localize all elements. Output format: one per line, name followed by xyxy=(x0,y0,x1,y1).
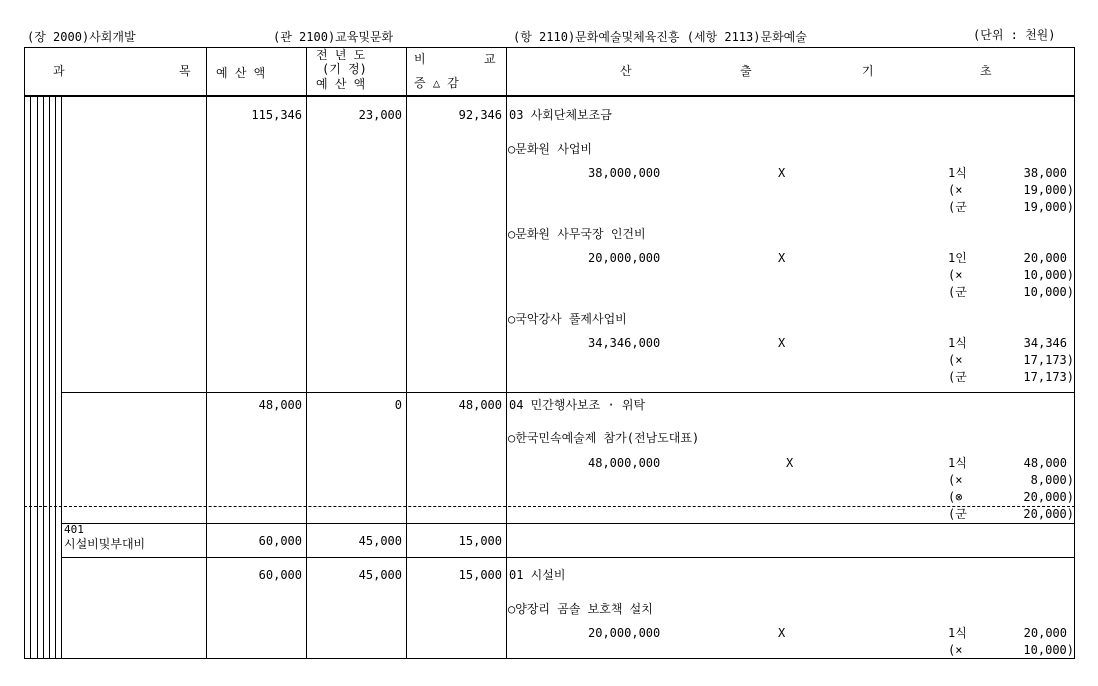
calc-value: 17,173) xyxy=(1023,353,1074,367)
section-title: 04 민간행사보조 · 위탁 xyxy=(509,398,646,412)
calc-value: 38,000 xyxy=(1023,166,1067,180)
calc-key: (군 xyxy=(948,507,967,521)
header-prev-line3: 예 산 액 xyxy=(316,77,366,91)
calc-value: 48,000 xyxy=(1023,456,1067,470)
item-amount: 20,000,000 xyxy=(588,626,661,640)
item-name: ○양장리 곰솔 보호책 설치 xyxy=(508,602,653,616)
calc-key: (군 xyxy=(948,200,967,214)
section-title: 03 사회단체보조금 xyxy=(509,108,612,122)
calc-value: 20,000) xyxy=(1023,490,1074,504)
header-compare-left: 비 xyxy=(414,52,426,66)
calc-value: 19,000) xyxy=(1023,183,1074,197)
prev-amount: 23,000 xyxy=(358,108,402,122)
header-prev-line1: 전 년 도 xyxy=(316,48,366,62)
calc-key: (⊗ xyxy=(948,490,963,504)
calc-value: 10,000) xyxy=(1023,268,1074,282)
prev-amount: 45,000 xyxy=(358,534,402,548)
header-basis-1: 산 xyxy=(620,64,632,78)
calc-key: 1식 xyxy=(948,626,967,640)
jang-label: (장 2000)사회개발 xyxy=(27,30,136,44)
diff-amount: 92,346 xyxy=(458,108,502,122)
calc-value: 34,346 xyxy=(1023,336,1067,350)
budget-amount: 60,000 xyxy=(258,568,302,582)
item-name: ○문화원 사업비 xyxy=(508,142,593,156)
gwan-label: (관 2100)교육및문화 xyxy=(273,30,394,44)
item-mark: X xyxy=(778,626,786,640)
header-compare-right: 교 xyxy=(484,52,496,66)
calc-value: 20,000 xyxy=(1023,251,1067,265)
header-gwa: 과 xyxy=(53,64,65,78)
calc-key: 1식 xyxy=(948,166,967,180)
account-label: 시설비및부대비 xyxy=(64,537,146,551)
item-mark: X xyxy=(786,456,794,470)
calc-key: (× xyxy=(948,643,963,657)
diff-amount: 15,000 xyxy=(458,568,502,582)
calc-key: (× xyxy=(948,473,963,487)
hang-label: (항 2110)문화예술및체육진흥 (세항 2113)문화예술 xyxy=(513,30,807,44)
item-mark: X xyxy=(778,166,786,180)
calc-value: 20,000) xyxy=(1023,507,1074,521)
calc-key: (× xyxy=(948,353,963,367)
prev-amount: 0 xyxy=(394,398,402,412)
calc-key: (× xyxy=(948,268,963,282)
calc-value: 10,000) xyxy=(1023,285,1074,299)
header-compare-bottom: 증 △ 감 xyxy=(414,76,459,90)
item-name: ○문화원 사무국장 인건비 xyxy=(508,227,646,241)
diff-amount: 15,000 xyxy=(458,534,502,548)
budget-amount: 115,346 xyxy=(251,108,302,122)
calc-value: 8,000) xyxy=(1030,473,1074,487)
item-mark: X xyxy=(778,336,786,350)
header-basis-4: 초 xyxy=(980,64,992,78)
calc-key: (군 xyxy=(948,370,967,384)
budget-amount: 48,000 xyxy=(258,398,302,412)
calc-value: 17,173) xyxy=(1023,370,1074,384)
calc-key: 1식 xyxy=(948,336,967,350)
item-amount: 48,000,000 xyxy=(588,456,661,470)
section-title: 01 시설비 xyxy=(509,568,566,582)
header-basis-2: 출 xyxy=(740,64,752,78)
calc-value: 19,000) xyxy=(1023,200,1074,214)
header-budget: 예 산 액 xyxy=(216,66,266,80)
header-prev-line2: (기 정) xyxy=(322,62,367,76)
unit-label: (단위 : 천원) xyxy=(973,28,1056,42)
calc-key: (× xyxy=(948,183,963,197)
calc-key: 1식 xyxy=(948,456,967,470)
diff-amount: 48,000 xyxy=(458,398,502,412)
header-basis-3: 기 xyxy=(862,64,874,78)
item-name: ○국악강사 풀제사업비 xyxy=(508,312,627,326)
item-amount: 34,346,000 xyxy=(588,336,661,350)
calc-key: (군 xyxy=(948,285,967,299)
item-amount: 38,000,000 xyxy=(588,166,661,180)
budget-amount: 60,000 xyxy=(258,534,302,548)
calc-key: 1인 xyxy=(948,251,967,265)
item-amount: 20,000,000 xyxy=(588,251,661,265)
calc-value: 20,000 xyxy=(1023,626,1067,640)
prev-amount: 45,000 xyxy=(358,568,402,582)
header-mok: 목 xyxy=(179,64,191,78)
item-mark: X xyxy=(778,251,786,265)
item-name: ○한국민속예술제 참가(전남도대표) xyxy=(508,431,700,445)
account-code: 401 xyxy=(64,523,84,536)
calc-value: 10,000) xyxy=(1023,643,1074,657)
